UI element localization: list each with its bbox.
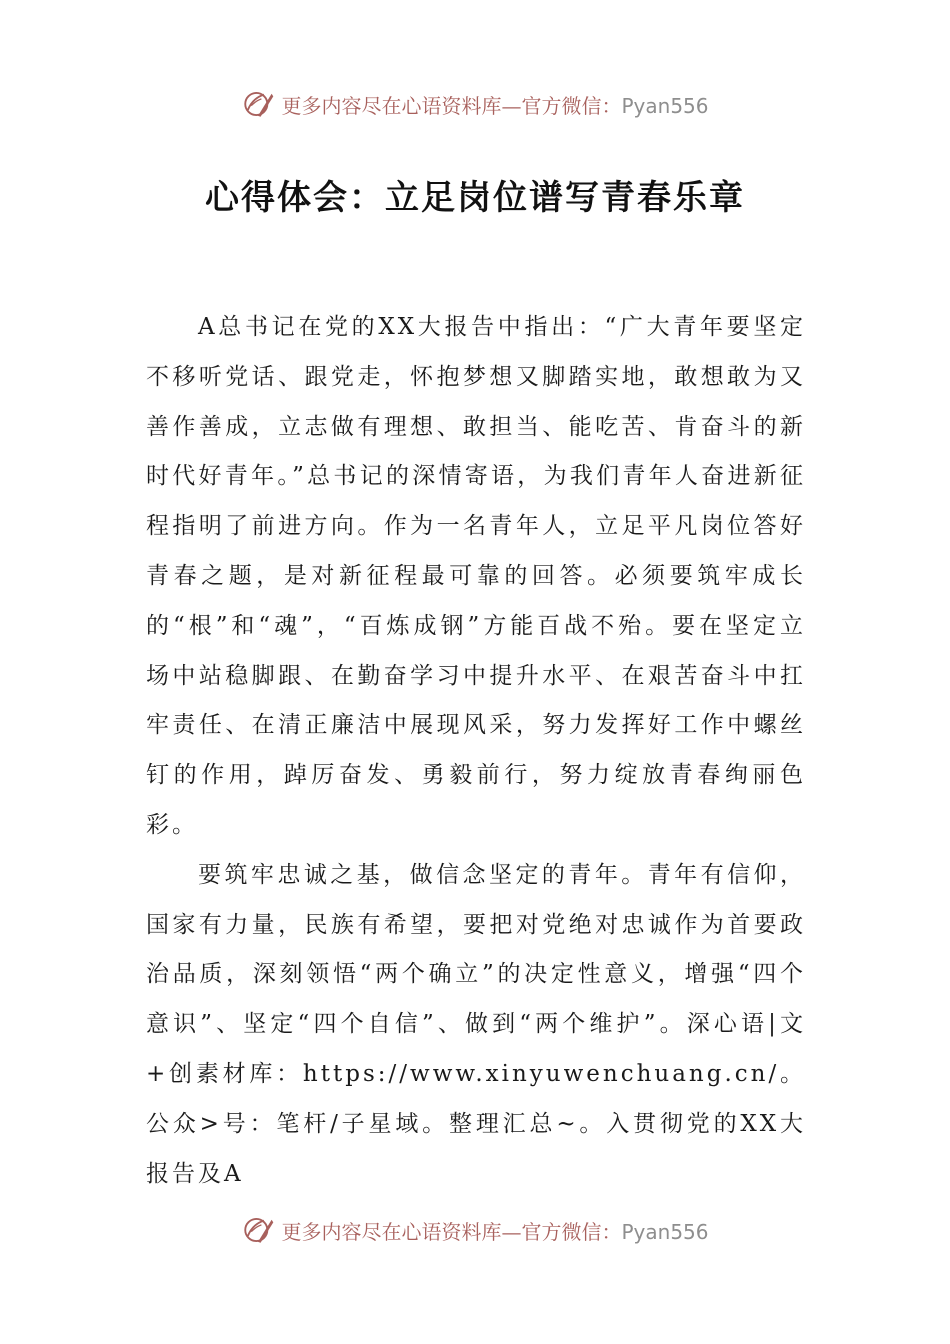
document-title: 心得体会：立足岗位谱写青春乐章 [205,178,745,218]
document-body [146,303,806,1199]
wechat-id: Pyan556 [621,1219,709,1244]
paragraph-1: A总书记在党的XX大报告中指出：“广大青年要坚定不移听党话、跟党走，怀抱梦想又脚踏实地，敢想敢为又善作善成，立志做有理想、敢担当、能吃苦、肯奋斗的新时代好青年。”总书记的深情寄语，为我们青年人奋进新征程指明了前进方向。作为一名青年人，立足平凡岗位答好青春之题，是对新征程最可靠的回答。必须要筑牢成长的“根”和“魂”，“百炼成钢”方能百战不殆。要在坚定立场中站稳脚跟、在勤奋学习中提升水平、在艰苦奋斗中扛牢责任、在清正廉洁中展现风采，努力发挥好工作中螺丝钉的作用，踔厉奋发、勇毅前行，努力绽放青春绚丽色彩。 [146,314,806,838]
header-banner [0,84,950,124]
wechat-id: Pyan556 [621,93,709,118]
banner-text [281,1216,708,1245]
pen-logo-icon [241,1213,275,1247]
paragraph-2: 要筑牢忠诚之基，做信念坚定的青年。青年有信仰，国家有力量，民族有希望，要把对党绝对忠诚作为首要政治品质，深刻领悟“两个确立”的决定性意义，增强“四个意识”、坚定“四个自信”、做到“两个维护”。深心语|文+创素材库：https://www.xinyuwenchuang.cn/。公众>号：笔杆/子星域。整理汇总~。入贯彻党的XX大报告及A [146,861,806,1187]
banner-label: 更多内容尽在心语资料库—官方微信： [281,1219,622,1244]
banner-label: 更多内容尽在心语资料库—官方微信： [281,93,622,118]
pen-logo-icon [241,87,275,121]
footer-banner [0,1210,950,1250]
banner-text [281,90,708,119]
